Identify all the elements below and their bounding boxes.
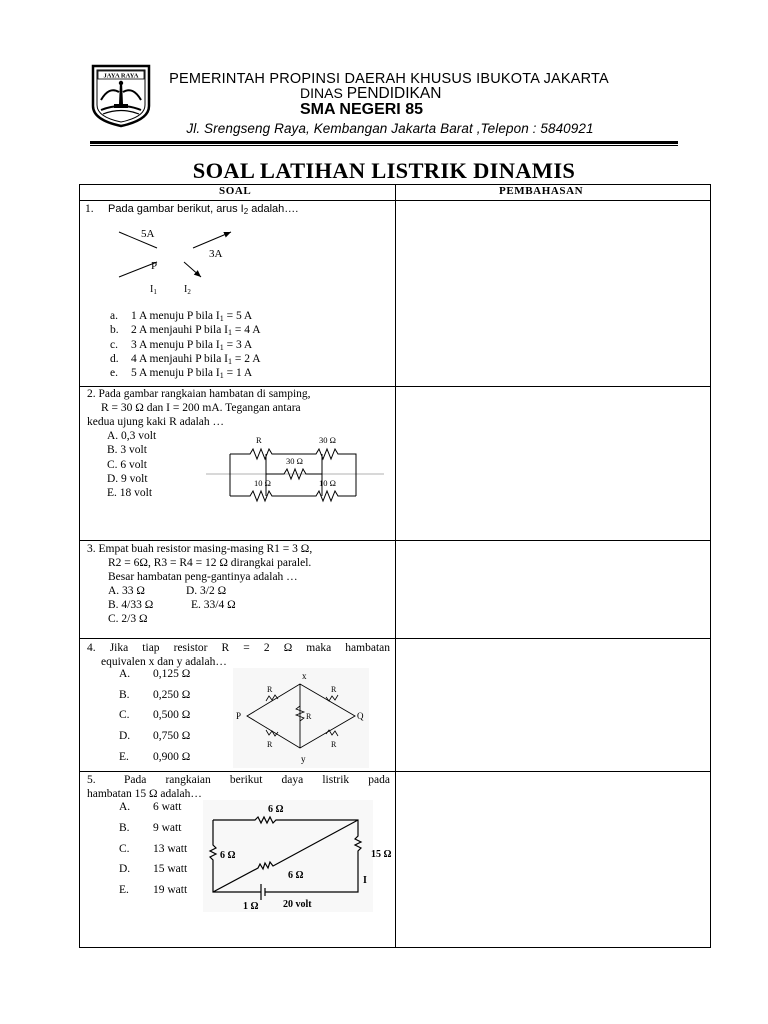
q1-option-end: = 2 A xyxy=(232,352,261,365)
q1-stem-sub: 2 xyxy=(243,207,249,216)
q2-line1: 2. Pada gambar rangkaian hambatan di samping, xyxy=(87,388,311,400)
q4-option-value: 0,900 Ω xyxy=(153,750,191,763)
q5-option-value: 15 watt xyxy=(153,863,188,876)
q5-option-letter: A. xyxy=(119,801,131,813)
q2-option: A. 0,3 volt xyxy=(107,430,157,442)
q5-option-letter: C. xyxy=(119,842,130,855)
q1-option-text xyxy=(131,323,261,337)
q1-option-sub: 1 xyxy=(219,371,224,381)
q3-option-c: C. 2/3 Ω xyxy=(108,613,148,625)
q1-option-end: = 5 A xyxy=(223,310,253,322)
school-address: Jl. Srengseng Raya, Kembangan Jakarta Barat ,Telepon : 5840921 xyxy=(186,121,594,136)
q1-option-sub: 1 xyxy=(228,356,232,366)
q2-label-10-left: 10 Ω xyxy=(254,478,271,488)
q4-label-q: Q xyxy=(357,711,364,721)
q5-label-i: I xyxy=(363,875,367,886)
q1-option-letter: e. xyxy=(110,367,118,380)
q1-label-3a: 3A xyxy=(209,248,223,260)
q1-option-text xyxy=(131,352,261,366)
q1-number: 1. xyxy=(85,203,94,215)
header-rule-thin xyxy=(90,145,678,146)
header-rule xyxy=(90,141,678,144)
q3-option-e: E. 33/4 Ω xyxy=(191,599,236,611)
q1-option-letter: c. xyxy=(110,338,118,351)
q4-label-r-mid: R xyxy=(306,712,312,721)
q4-option-letter: C. xyxy=(119,709,130,722)
q3-line3: Besar hambatan peng-gantinya adalah … xyxy=(108,571,298,583)
q1-option-main: 2 A menjauhi P bila I xyxy=(131,324,228,337)
q5-number: 5. xyxy=(87,774,96,786)
q5-label-20v: 20 volt xyxy=(283,899,312,910)
q1-option-end: = 3 A xyxy=(223,338,253,351)
q3-option-a: A. 33 Ω xyxy=(108,585,145,597)
q4-label-x: x xyxy=(302,671,307,681)
q2-option: B. 3 volt xyxy=(107,444,147,457)
q2-option: E. 18 volt xyxy=(107,487,153,500)
q1-label-p: P xyxy=(151,260,158,272)
q4-option-letter: E. xyxy=(119,750,129,763)
jaya-raya-logo xyxy=(89,62,153,128)
q5-option-letter: E. xyxy=(119,884,129,897)
q4-option-value: 0,750 Ω xyxy=(153,730,191,743)
q5-line2: hambatan 15 Ω adalah… xyxy=(87,788,202,800)
q5-label-1: 1 Ω xyxy=(243,901,259,912)
q4-option-letter: B. xyxy=(119,688,130,701)
q1-option-text xyxy=(131,338,252,352)
q1-option-sub: 1 xyxy=(219,314,224,323)
q4-option-value: 0,500 Ω xyxy=(153,709,191,722)
q2-label-10-right: 10 Ω xyxy=(319,478,336,488)
q1-option-main: 1 A menuju P bila I xyxy=(131,310,220,322)
q1-stem-text: Pada gambar berikut, arus I xyxy=(108,203,244,215)
q2-option: D. 9 volt xyxy=(107,472,148,485)
q1-option-letter: d. xyxy=(110,352,119,365)
answer-cell-2[interactable] xyxy=(395,386,711,541)
q3-option-d: D. 3/2 Ω xyxy=(186,585,227,597)
q1-option-main: 5 A menuju P bila I xyxy=(131,367,220,380)
q5-circuit-figure xyxy=(203,800,403,912)
q5-option-value: 19 watt xyxy=(153,884,188,897)
q5-option-value: 6 watt xyxy=(153,801,182,813)
q2-option: C. 6 volt xyxy=(107,458,147,471)
question-table xyxy=(79,184,711,948)
q1-option-text xyxy=(131,309,252,323)
answer-cell-4[interactable] xyxy=(395,638,711,772)
column-header-pembahasan: PEMBAHASAN xyxy=(499,185,584,197)
department-name: PENDIDIKAN xyxy=(346,85,442,102)
q4-option-letter: D. xyxy=(119,730,131,743)
q5-label-15: 15 Ω xyxy=(371,849,392,860)
q2-label-30-mid: 30 Ω xyxy=(286,456,303,466)
q4-label-y: y xyxy=(301,754,306,764)
q5-label-6-top: 6 Ω xyxy=(268,804,284,815)
column-header-soal: SOAL xyxy=(219,185,252,197)
q1-option-sub: 1 xyxy=(219,342,224,352)
q3-option-b: B. 4/33 Ω xyxy=(108,599,154,611)
q1-option-end: = 4 A xyxy=(232,324,261,337)
q4-label-r-br: R xyxy=(331,740,337,749)
q5-option-letter: B. xyxy=(119,821,130,834)
q5-option-letter: D. xyxy=(119,863,131,876)
q4-label-r-tl: R xyxy=(267,685,273,694)
q4-option-value: 0,250 Ω xyxy=(153,688,191,701)
q4-label-r-tr: R xyxy=(331,685,337,694)
q1-current-junction-figure xyxy=(109,222,249,298)
q4-line1: 4. Jika tiap resistor R = 2 Ω maka hambatan xyxy=(87,642,390,654)
q4-option-letter: A. xyxy=(119,668,131,680)
q2-resistor-network-figure xyxy=(206,432,386,504)
q3-line2: R2 = 6Ω, R3 = R4 = 12 Ω dirangkai paralel. xyxy=(108,557,312,569)
q5-label-6-diag: 6 Ω xyxy=(288,870,304,881)
q3-line1: 3. Empat buah resistor masing-masing R1 = 3 Ω, xyxy=(87,543,313,555)
q2-label-r: R xyxy=(256,435,262,445)
q4-label-r-bl: R xyxy=(267,740,273,749)
q1-option-letter: a. xyxy=(110,310,118,322)
government-header: PEMERINTAH PROPINSI DAERAH KHUSUS IBUKOTA JAKARTA xyxy=(169,71,609,87)
q5-option-value: 13 watt xyxy=(153,842,188,855)
answer-cell-1[interactable] xyxy=(395,200,711,387)
q4-label-p: P xyxy=(236,711,242,721)
page-title: SOAL LATIHAN LISTRIK DINAMIS xyxy=(192,158,576,183)
answer-cell-3[interactable] xyxy=(395,540,711,639)
logo-text: JAYA RAYA xyxy=(103,72,139,80)
q2-line3: kedua ujung kaki R adalah … xyxy=(87,416,225,428)
q4-bridge-figure xyxy=(233,668,369,768)
q1-option-text xyxy=(131,366,252,380)
q5-line1: Pada rangkaian berikut daya listrik pada xyxy=(124,774,390,786)
school-name: SMA NEGERI 85 xyxy=(300,101,423,118)
q1-stem-end: adalah…. xyxy=(248,203,299,215)
q5-option-value: 9 watt xyxy=(153,821,182,834)
q2-line2: R = 30 Ω dan I = 200 mA. Tegangan antara xyxy=(101,402,301,414)
q1-label-i1: $I_1$ xyxy=(150,284,157,296)
department-prefix: DINAS xyxy=(300,85,347,101)
q1-option-letter: b. xyxy=(110,324,119,337)
q1-label-i2: $I_2$ xyxy=(184,284,191,296)
q5-label-6-left: 6 Ω xyxy=(220,850,236,861)
q1-option-main: 4 A menjauhi P bila I xyxy=(131,352,228,365)
q1-option-sub: 1 xyxy=(228,328,232,338)
q1-stem xyxy=(108,202,298,216)
answer-cell-5[interactable] xyxy=(395,771,711,948)
q4-option-value: 0,125 Ω xyxy=(153,668,191,680)
q4-line2: equivalen x dan y adalah… xyxy=(101,656,227,668)
q2-label-30-top: 30 Ω xyxy=(319,435,336,445)
q1-option-main: 3 A menuju P bila I xyxy=(131,338,220,351)
q1-option-end: = 1 A xyxy=(223,367,253,380)
q1-label-5a: 5A xyxy=(141,228,155,240)
